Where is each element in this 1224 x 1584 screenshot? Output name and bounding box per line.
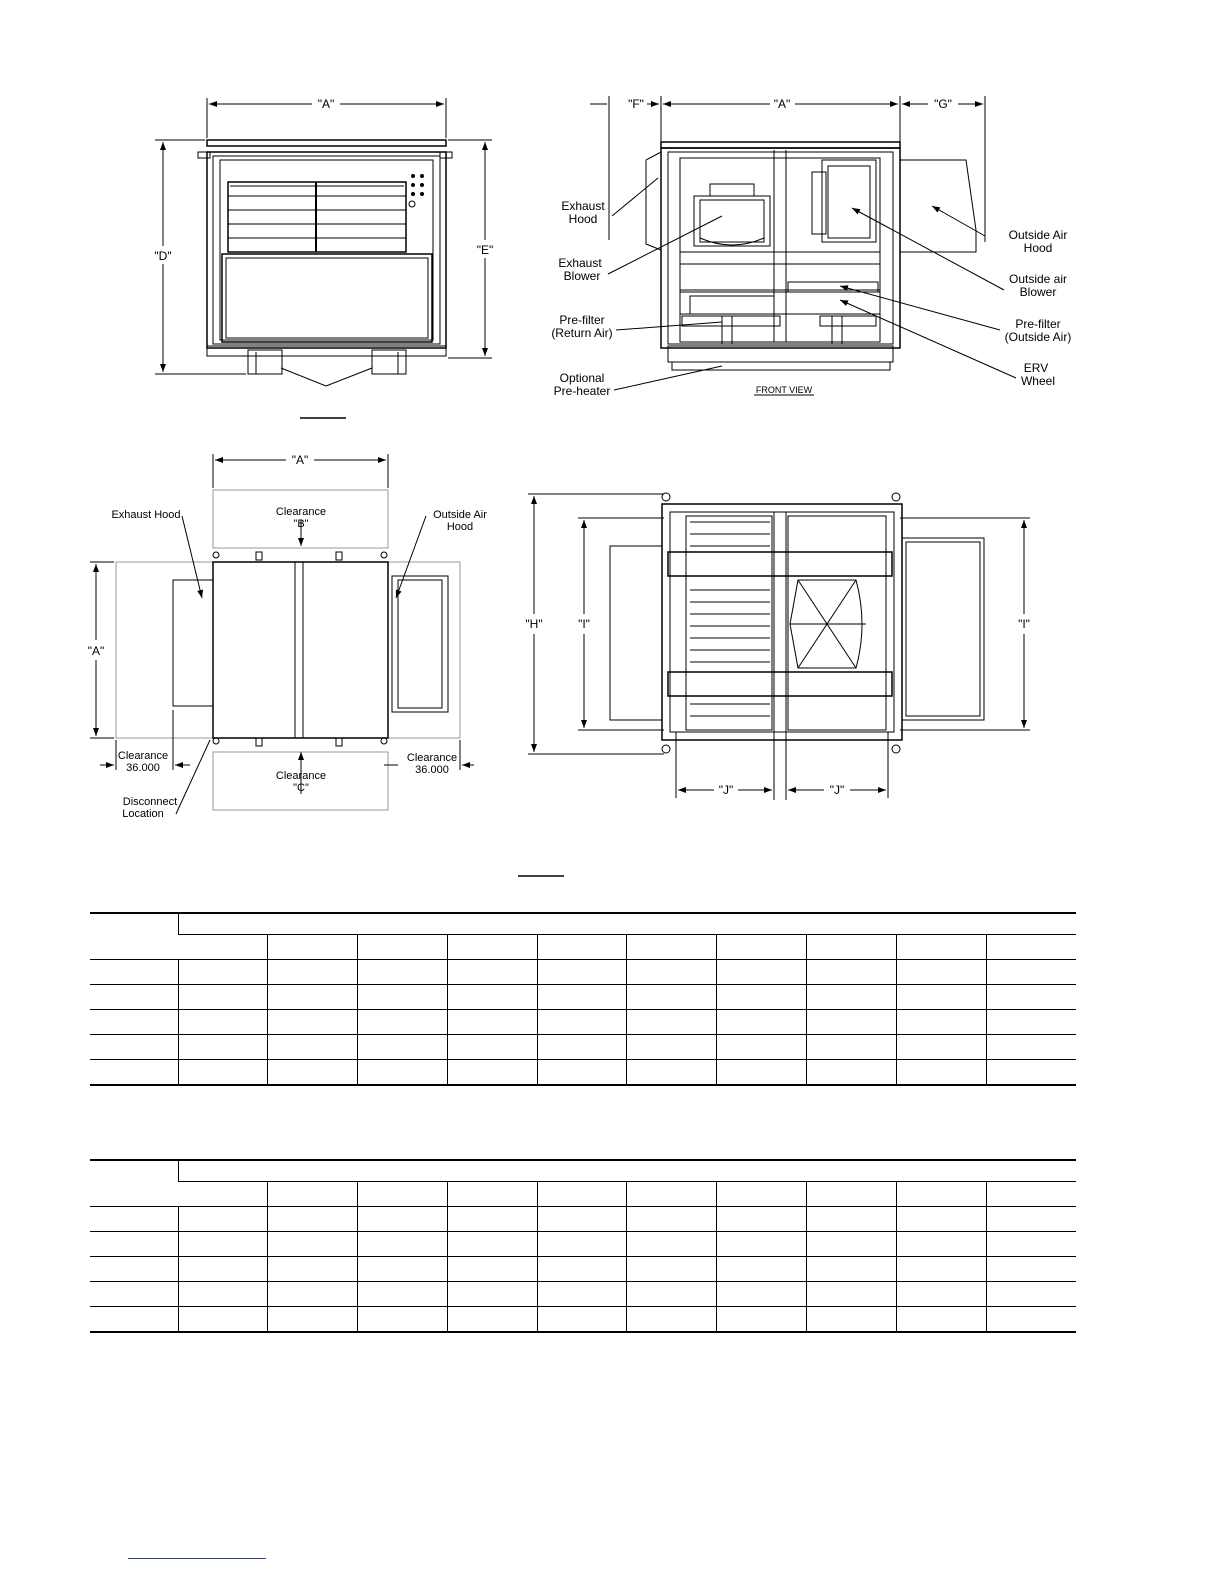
clearance-right-2: 36.000 bbox=[415, 764, 449, 776]
table-row bbox=[90, 1010, 1076, 1035]
table-header-row bbox=[90, 913, 1076, 935]
clearance-right-1: Clearance bbox=[406, 752, 458, 764]
label-outside-air-blower-2: Blower bbox=[1019, 285, 1057, 299]
top-left-view bbox=[155, 98, 492, 418]
table-row bbox=[90, 960, 1076, 985]
dim-a-top-left: "A" bbox=[317, 97, 335, 111]
dim-i-right: "I" bbox=[1018, 617, 1030, 631]
dim-e: "E" bbox=[476, 243, 494, 257]
table-row bbox=[90, 935, 1076, 960]
top-view bbox=[518, 493, 1030, 876]
label-exhaust-hood-1: Exhaust bbox=[561, 199, 605, 213]
label-disconnect-2: Location bbox=[122, 808, 164, 820]
footer-link-underline[interactable] bbox=[128, 1556, 266, 1559]
clearance-b-1: Clearance bbox=[275, 506, 327, 518]
dim-h: "H" bbox=[525, 617, 543, 631]
label-erv-2: Wheel bbox=[1020, 374, 1056, 388]
label-outside-air-blower-1: Outside air bbox=[1008, 272, 1068, 286]
table-row bbox=[90, 1060, 1076, 1086]
table-row bbox=[90, 1307, 1076, 1333]
dim-f: "F" bbox=[628, 97, 644, 111]
label-outside-air-hood-2: Hood bbox=[1023, 241, 1053, 255]
label-exhaust-blower-2: Blower bbox=[563, 269, 601, 283]
label-disconnect-1: Disconnect bbox=[122, 796, 178, 808]
table-row bbox=[90, 1282, 1076, 1307]
table-row bbox=[90, 985, 1076, 1010]
dimension-table-1 bbox=[90, 912, 1076, 1086]
front-view bbox=[590, 96, 1016, 395]
label-optional-preheater-1: Optional bbox=[559, 371, 605, 385]
dim-a-front: "A" bbox=[773, 97, 791, 111]
clearance-c-2: "C" bbox=[293, 782, 309, 794]
dim-j-left: "J" bbox=[718, 783, 734, 797]
dim-a-plan-top: "A" bbox=[291, 453, 309, 467]
label-exhaust-blower-1: Exhaust bbox=[558, 256, 602, 270]
table-row bbox=[90, 1182, 1076, 1207]
clearance-left-1: Clearance bbox=[117, 750, 169, 762]
table-row bbox=[90, 1232, 1076, 1257]
label-prefilter-outside-1: Pre-filter bbox=[1015, 317, 1061, 331]
label-plan-oa-hood-2: Hood bbox=[446, 521, 474, 533]
dim-j-right: "J" bbox=[829, 783, 845, 797]
dim-a-plan-side: "A" bbox=[87, 644, 105, 658]
label-exhaust-hood-2: Hood bbox=[568, 212, 598, 226]
label-prefilter-outside-2: (Outside Air) bbox=[1004, 330, 1072, 344]
clearance-c-1: Clearance bbox=[275, 770, 327, 782]
table-header-row bbox=[90, 1160, 1076, 1182]
table-row bbox=[90, 1035, 1076, 1060]
table-row bbox=[90, 1207, 1076, 1232]
dim-d: "D" bbox=[154, 249, 172, 263]
clearance-left-2: 36.000 bbox=[126, 762, 160, 774]
front-view-title: FRONT VIEW bbox=[755, 385, 813, 395]
label-prefilter-return-2: (Return Air) bbox=[551, 326, 613, 340]
table-row bbox=[90, 1257, 1076, 1282]
label-plan-oa-hood-1: Outside Air bbox=[433, 509, 487, 521]
label-erv-1: ERV bbox=[1023, 361, 1049, 375]
dim-i-left: "I" bbox=[578, 617, 590, 631]
dimension-table-2 bbox=[90, 1159, 1076, 1333]
label-plan-exhaust-hood: Exhaust Hood bbox=[111, 509, 181, 521]
label-outside-air-hood-1: Outside Air bbox=[1008, 228, 1068, 242]
dim-g: "G" bbox=[934, 97, 952, 111]
clearance-b-2: "B" bbox=[293, 518, 309, 530]
label-prefilter-return-1: Pre-filter bbox=[559, 313, 605, 327]
label-optional-preheater-2: Pre-heater bbox=[553, 384, 611, 398]
